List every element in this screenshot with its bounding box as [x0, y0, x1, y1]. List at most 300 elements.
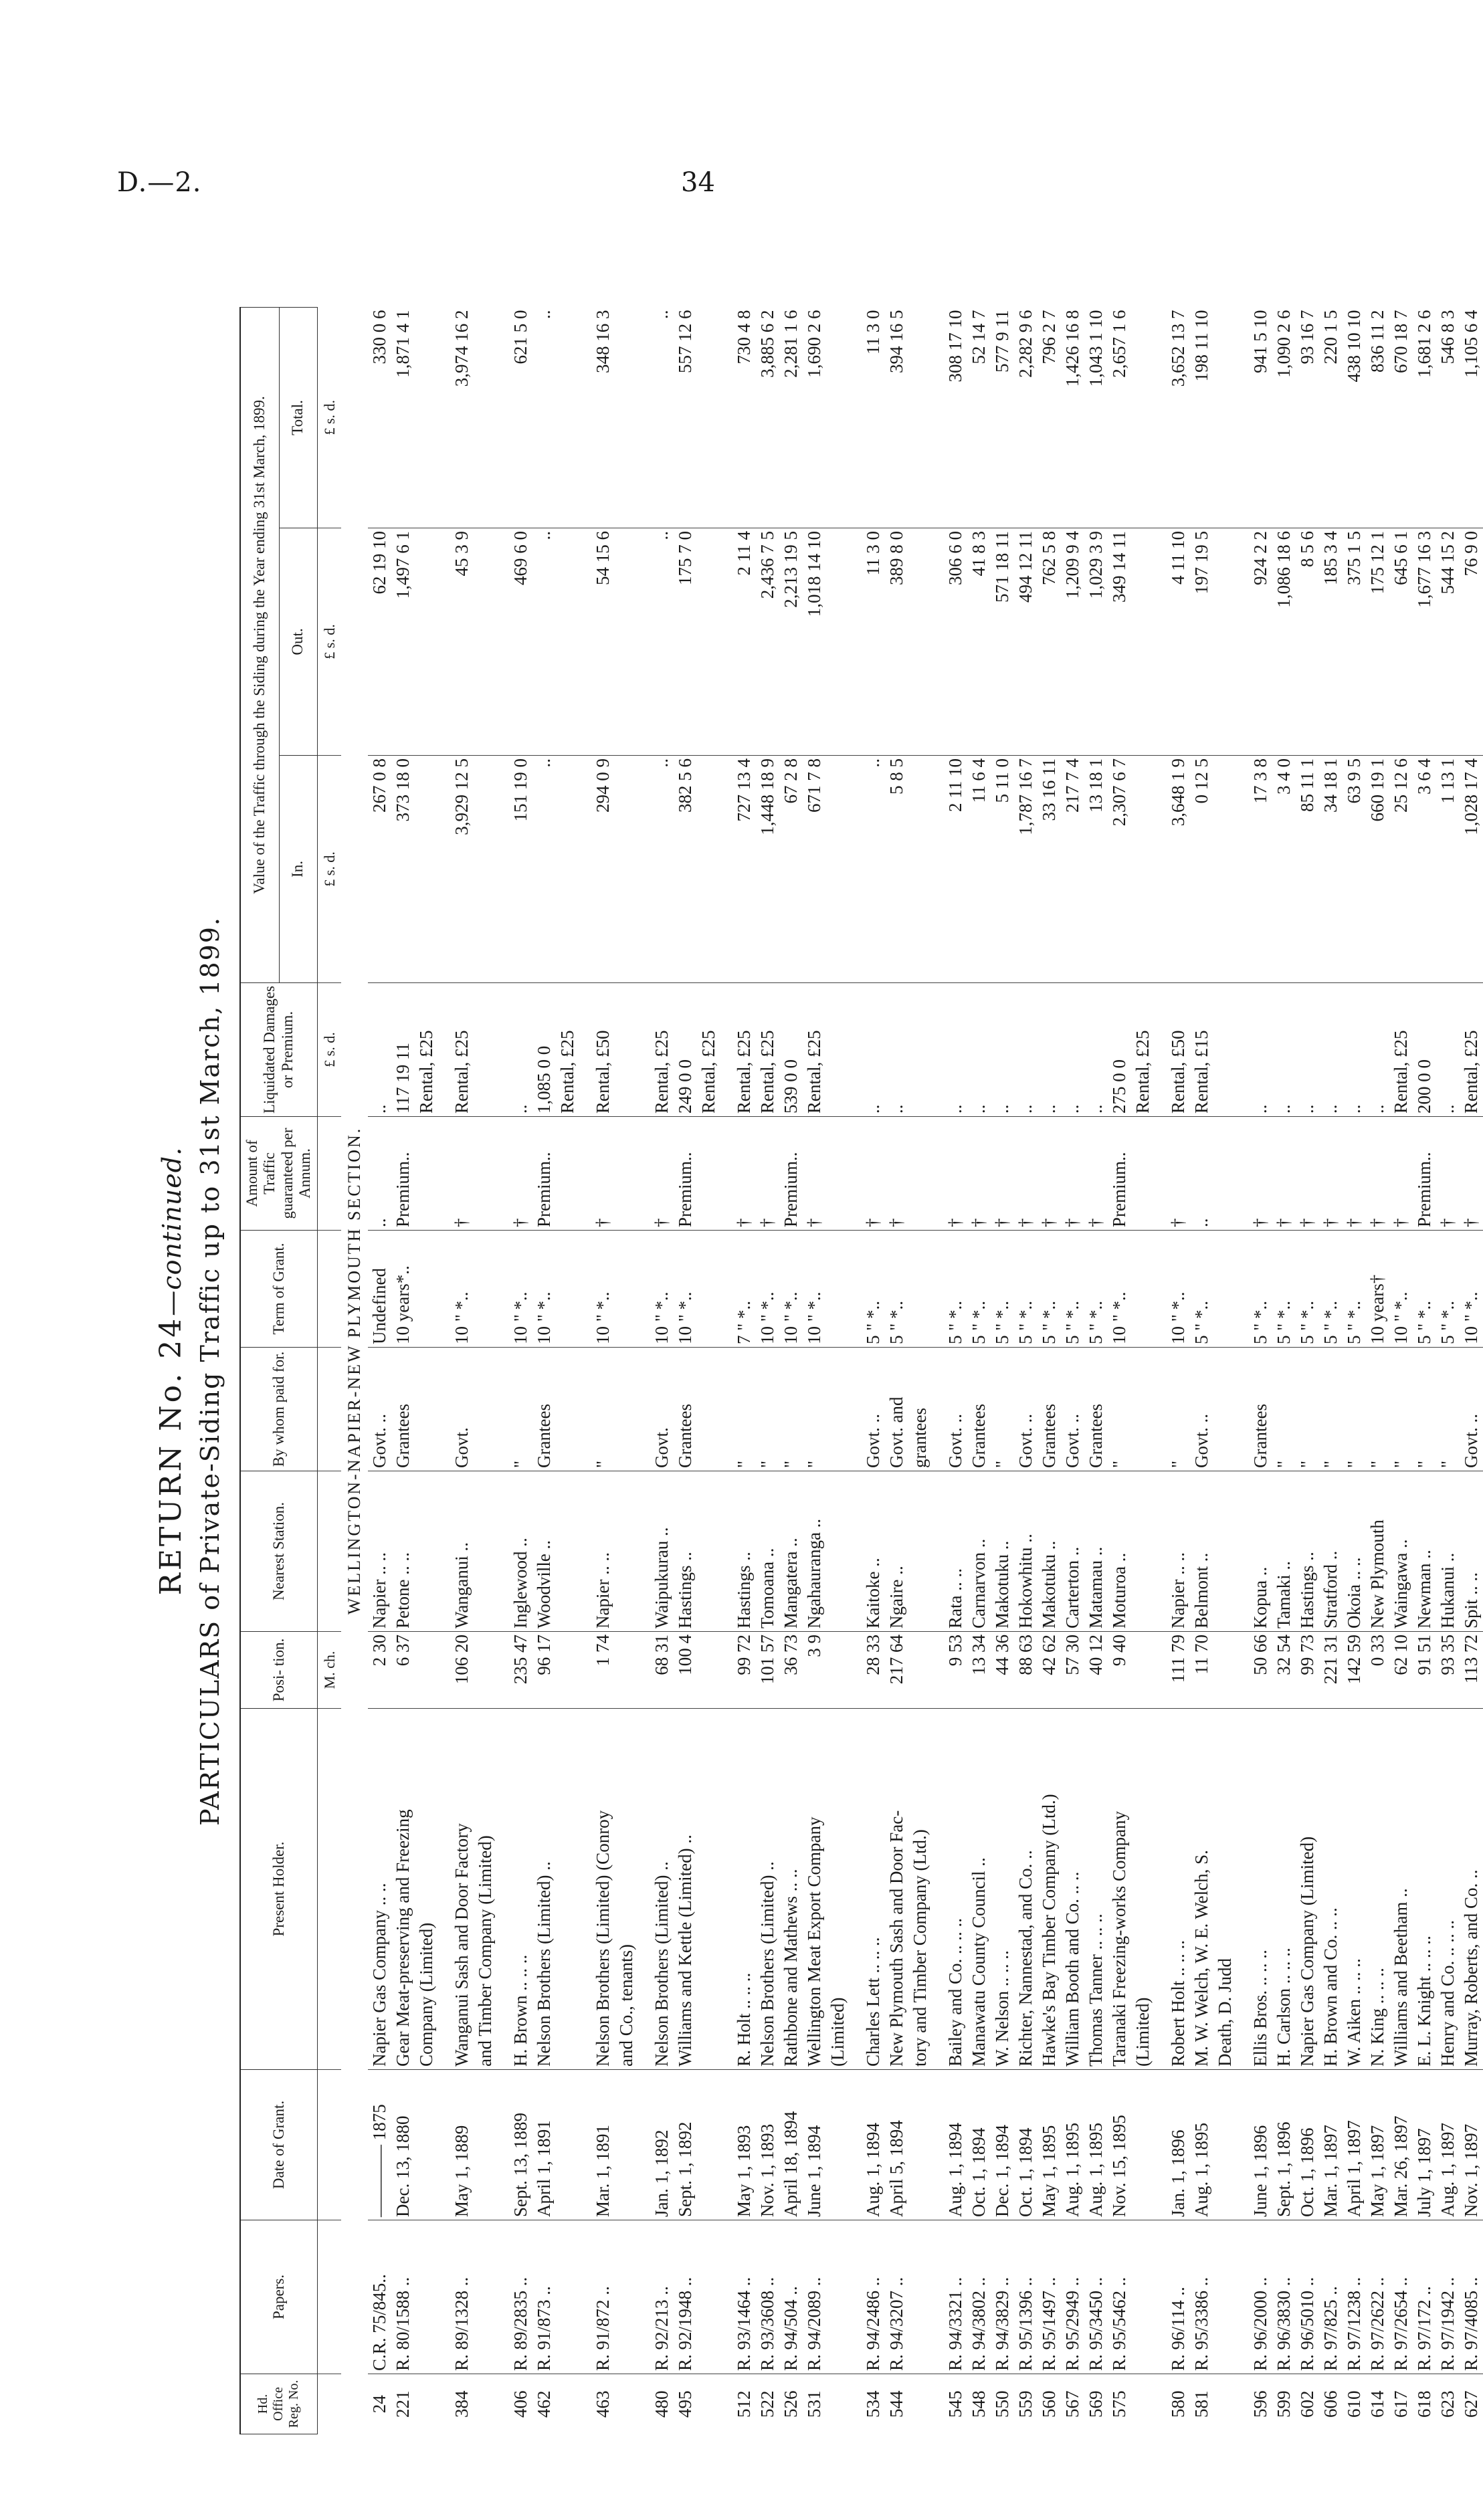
- cell-grant-date: [1131, 2070, 1155, 2220]
- table-row: [803, 307, 826, 2434]
- cell-position: 36 73: [779, 1632, 803, 1709]
- cell-liquidated-damages: Rental, £25: [803, 983, 826, 1117]
- cell-paid-by: Grantees: [391, 1348, 415, 1471]
- cell-amount-guaranteed: [826, 1117, 850, 1231]
- cell-papers: R. 96/3830 ..: [1272, 2220, 1296, 2374]
- col-amount: Amount of Traffic guaranteed per Annum.: [240, 1117, 317, 1231]
- cell-nearest-station: Hukanui ..: [1436, 1471, 1460, 1632]
- cell-value-in: 2,307 6 7: [1108, 756, 1131, 983]
- table-row: [532, 307, 556, 2434]
- cell-term: 10 " *..: [650, 1231, 674, 1348]
- cell-present-holder: Wanganui Sash and Door Factory: [450, 1709, 474, 2070]
- cell-paid-by: [556, 1348, 579, 1471]
- cell-value-in: 13 18 1: [1084, 756, 1108, 983]
- cell-nearest-station: Napier .. ..: [1167, 1471, 1190, 1632]
- cell-nearest-station: Okoia .. ..: [1343, 1471, 1366, 1632]
- cell-reg-no: 567: [1062, 2390, 1082, 2418]
- cell-reg-no: 512: [733, 2390, 754, 2418]
- cell-liquidated-damages: 539 0 0: [779, 983, 803, 1117]
- cell-paid-by: ": [1319, 1348, 1343, 1471]
- cell-value-in: 660 19 1: [1366, 756, 1389, 983]
- cell-value-in: [1131, 756, 1155, 983]
- cell-value-total: 796 2 7: [1037, 307, 1061, 528]
- money-unit: £ s. d.: [317, 307, 341, 528]
- cell-nearest-station: Hastings ..: [1296, 1471, 1319, 1632]
- cell-liquidated-damages: ..: [944, 983, 967, 1117]
- page-number: 34: [681, 167, 715, 198]
- cell-papers: [826, 2220, 850, 2374]
- cell-nearest-station: Hokowhitu ..: [1014, 1471, 1037, 1632]
- cell-grant-date: Sept. 1, 1896: [1272, 2070, 1296, 2220]
- table-row: [1131, 307, 1155, 2434]
- cell-grant-date: Aug. 1, 1894: [862, 2070, 885, 2220]
- cell-reg-no: 599: [1273, 2390, 1294, 2418]
- cell-grant-date: July 1, 1897: [1413, 2070, 1436, 2220]
- cell-value-in: 34 18 1: [1319, 756, 1343, 983]
- cell-amount-guaranteed: †: [967, 1117, 991, 1231]
- cell-present-holder: Gear Meat-preserving and Freezing: [391, 1709, 415, 2070]
- cell-amount-guaranteed: †: [450, 1117, 474, 1231]
- cell-nearest-station: Stratford ..: [1319, 1471, 1343, 1632]
- table-row: [779, 307, 803, 2434]
- cell-value-total: 330 0 6: [368, 307, 391, 528]
- cell-amount-guaranteed: †: [885, 1117, 908, 1231]
- cell-present-holder: Napier Gas Company (Limited): [1296, 1709, 1319, 2070]
- cell-amount-guaranteed: †: [1319, 1117, 1343, 1231]
- cell-position: 1 74: [591, 1632, 615, 1709]
- cell-present-holder: Company (Limited): [415, 1709, 438, 2070]
- cell-grant-date: May 1, 1897: [1366, 2070, 1389, 2220]
- cell-amount-guaranteed: †: [1037, 1117, 1061, 1231]
- cell-liquidated-damages: Rental, £15: [1190, 983, 1213, 1117]
- cell-present-holder: Napier Gas Company .. ..: [368, 1709, 391, 2070]
- cell-value-out: 571 18 11: [991, 528, 1014, 756]
- cell-term: 5 " *..: [1014, 1231, 1037, 1348]
- position-unit: M. ch.: [317, 1632, 341, 1709]
- cell-papers: R. 96/5010 ..: [1296, 2220, 1319, 2374]
- cell-term: 5 " *..: [862, 1231, 885, 1348]
- cell-paid-by: grantees: [908, 1348, 932, 1471]
- cell-value-total: 2,281 1 6: [779, 307, 803, 528]
- table-body: [317, 307, 1483, 2434]
- cell-term: Undefined: [368, 1231, 391, 1348]
- table-row: [1319, 307, 1343, 2434]
- cell-value-out: 1,029 3 9: [1084, 528, 1108, 756]
- cell-liquidated-damages: 200 0 0: [1413, 983, 1436, 1117]
- table-row: [1213, 307, 1237, 2434]
- cell-position: [1213, 1632, 1237, 1709]
- cell-paid-by: ": [1343, 1348, 1366, 1471]
- cell-value-total: 11 3 0: [862, 307, 885, 528]
- cell-nearest-station: Waingawa ..: [1389, 1471, 1413, 1632]
- cell-liquidated-damages: ..: [1436, 983, 1460, 1117]
- cell-papers: R. 97/2654 ..: [1389, 2220, 1413, 2374]
- col-station: Nearest Station.: [240, 1471, 317, 1632]
- cell-present-holder: Henry and Co. .. .. ..: [1436, 1709, 1460, 2070]
- cell-position: [826, 1632, 850, 1709]
- cell-nearest-station: Kaitoke ..: [862, 1471, 885, 1632]
- cell-nearest-station: Mangatera ..: [779, 1471, 803, 1632]
- table-row: [1084, 307, 1108, 2434]
- cell-paid-by: [826, 1348, 850, 1471]
- cell-value-out: 2 11 4: [732, 528, 756, 756]
- cell-term: 10 " *..: [803, 1231, 826, 1348]
- cell-term: 10 " *..: [532, 1231, 556, 1348]
- cell-position: 9 40: [1108, 1632, 1131, 1709]
- cell-liquidated-damages: Rental, £25: [756, 983, 779, 1117]
- cell-nearest-station: Rata .. ..: [944, 1471, 967, 1632]
- cell-nearest-station: Petone .. ..: [391, 1471, 415, 1632]
- cell-value-in: 3,929 12 5: [450, 756, 474, 983]
- cell-value-in: 1,448 18 9: [756, 756, 779, 983]
- cell-value-total: 198 11 10: [1190, 307, 1213, 528]
- cell-grant-date: June 1, 1894: [803, 2070, 826, 2220]
- cell-value-total: 93 16 7: [1296, 307, 1319, 528]
- cell-reg-no: 560: [1038, 2390, 1059, 2418]
- cell-value-out: 76 9 0: [1460, 528, 1483, 756]
- cell-reg-no: 531: [803, 2390, 824, 2418]
- cell-value-total: 941 5 10: [1249, 307, 1272, 528]
- cell-paid-by: ": [756, 1348, 779, 1471]
- cell-value-total: 1,105 6 4: [1460, 307, 1483, 528]
- cell-liquidated-damages: Rental, £50: [1167, 983, 1190, 1117]
- cell-papers: R. 95/5462 ..: [1108, 2220, 1131, 2374]
- cell-present-holder: Williams and Kettle (Limited) ..: [674, 1709, 697, 2070]
- cell-value-out: 645 6 1: [1389, 528, 1413, 756]
- cell-reg-no: 602: [1296, 2390, 1317, 2418]
- cell-paid-by: Grantees: [1037, 1348, 1061, 1471]
- cell-reg-no: [556, 2374, 579, 2434]
- cell-liquidated-damages: Rental, £25: [1389, 983, 1413, 1117]
- cell-reg-no: 534: [862, 2390, 883, 2418]
- cell-position: 11 70: [1190, 1632, 1213, 1709]
- cell-value-total: 52 14 7: [967, 307, 991, 528]
- cell-paid-by: ": [1272, 1348, 1296, 1471]
- cell-position: 57 30: [1061, 1632, 1084, 1709]
- cell-term: 5 " *..: [1061, 1231, 1084, 1348]
- col-total: Total.: [279, 307, 317, 528]
- cell-value-in: 63 9 5: [1343, 756, 1366, 983]
- cell-position: 40 12: [1084, 1632, 1108, 1709]
- cell-value-total: 670 18 7: [1389, 307, 1413, 528]
- cell-nearest-station: Tamaki ..: [1272, 1471, 1296, 1632]
- cell-amount-guaranteed: [908, 1117, 932, 1231]
- cell-reg-no: 221: [392, 2390, 413, 2418]
- table-row: [944, 307, 967, 2434]
- cell-position: 50 66: [1249, 1632, 1272, 1709]
- section-title: WELLINGTON-NAPIER-NEW PLYMOUTH SECTION.: [344, 1126, 364, 1615]
- cell-grant-date: Nov. 1, 1897: [1460, 2070, 1483, 2220]
- cell-amount-guaranteed: Premium..: [674, 1117, 697, 1231]
- cell-term: 5 " *..: [1272, 1231, 1296, 1348]
- cell-papers: R. 89/1328 ..: [450, 2220, 474, 2374]
- cell-value-in: 294 0 9: [591, 756, 615, 983]
- cell-value-total: 836 11 2: [1366, 307, 1389, 528]
- cell-value-in: ..: [650, 756, 674, 983]
- cell-papers: C.R. 75/845..: [368, 2220, 391, 2374]
- cell-amount-guaranteed: [415, 1117, 438, 1231]
- cell-position: 62 10: [1389, 1632, 1413, 1709]
- cell-amount-guaranteed: [474, 1117, 497, 1231]
- cell-grant-date: Sept. 1, 1892: [674, 2070, 697, 2220]
- table-row: [1014, 307, 1037, 2434]
- cell-value-total: 1,090 2 6: [1272, 307, 1296, 528]
- cell-papers: [415, 2220, 438, 2374]
- cell-amount-guaranteed: †: [1167, 1117, 1190, 1231]
- cell-liquidated-damages: [908, 983, 932, 1117]
- cell-value-in: 33 16 11: [1037, 756, 1061, 983]
- cell-value-out: 375 1 5: [1343, 528, 1366, 756]
- cell-value-total: 1,043 1 10: [1084, 307, 1108, 528]
- cell-term: 10 " *..: [509, 1231, 532, 1348]
- cell-value-total: 438 10 10: [1343, 307, 1366, 528]
- cell-amount-guaranteed: [556, 1117, 579, 1231]
- cell-paid-by: ": [1296, 1348, 1319, 1471]
- cell-paid-by: [615, 1348, 638, 1471]
- cell-amount-guaranteed: †: [732, 1117, 756, 1231]
- cell-value-total: 220 1 5: [1319, 307, 1343, 528]
- cell-term: 5 " *..: [967, 1231, 991, 1348]
- cell-nearest-station: [1131, 1471, 1155, 1632]
- cell-value-total: 577 9 11: [991, 307, 1014, 528]
- cell-amount-guaranteed: †: [591, 1117, 615, 1231]
- cell-value-in: [415, 756, 438, 983]
- cell-value-out: 4 11 10: [1167, 528, 1190, 756]
- cell-grant-date: Aug. 1, 1895: [1084, 2070, 1108, 2220]
- cell-value-in: [826, 756, 850, 983]
- cell-reg-no: 544: [886, 2390, 906, 2418]
- cell-value-total: 1,871 4 1: [391, 307, 415, 528]
- cell-position: 113 72: [1460, 1632, 1483, 1709]
- cell-present-holder: [697, 1709, 720, 2070]
- table-row: [591, 307, 615, 2434]
- cell-present-holder: (Limited): [1131, 1709, 1155, 2070]
- cell-reg-no: 581: [1191, 2390, 1211, 2418]
- cell-nearest-station: Hastings ..: [732, 1471, 756, 1632]
- cell-value-in: 3 6 4: [1413, 756, 1436, 983]
- cell-present-holder: Nelson Brothers (Limited) ..: [756, 1709, 779, 2070]
- cell-reg-no: [826, 2374, 850, 2434]
- table-row: [509, 307, 532, 2434]
- cell-paid-by: Govt. ..: [1190, 1348, 1213, 1471]
- cell-papers: [615, 2220, 638, 2374]
- cell-papers: [474, 2220, 497, 2374]
- cell-papers: R. 91/873 ..: [532, 2220, 556, 2374]
- cell-papers: R. 97/1238 ..: [1343, 2220, 1366, 2374]
- cell-value-in: 17 3 8: [1249, 756, 1272, 983]
- cell-value-in: 373 18 0: [391, 756, 415, 983]
- cell-present-holder: E. L. Knight .. .. ..: [1413, 1709, 1436, 2070]
- money-unit: £ s. d.: [317, 528, 341, 756]
- cell-value-total: 394 16 5: [885, 307, 908, 528]
- cell-liquidated-damages: 249 0 0: [674, 983, 697, 1117]
- cell-position: 101 57: [756, 1632, 779, 1709]
- cell-grant-date: Jan. 1, 1896: [1167, 2070, 1190, 2220]
- cell-position: [556, 1632, 579, 1709]
- cell-liquidated-damages: Rental, £25: [1131, 983, 1155, 1117]
- cell-present-holder: W. Nelson .. .. ..: [991, 1709, 1014, 2070]
- cell-present-holder: and Timber Company (Limited): [474, 1709, 497, 2070]
- cell-value-in: 11 6 4: [967, 756, 991, 983]
- cell-nearest-station: [615, 1471, 638, 1632]
- cell-value-out: 389 8 0: [885, 528, 908, 756]
- cell-position: 111 79: [1167, 1632, 1190, 1709]
- col-reg: Hd. Office Reg. No.: [240, 2374, 317, 2434]
- col-out: Out.: [279, 528, 317, 756]
- cell-present-holder: Wellington Meat Export Company: [803, 1709, 826, 2070]
- cell-value-in: ..: [862, 756, 885, 983]
- cell-liquidated-damages: ..: [1249, 983, 1272, 1117]
- cell-reg-no: 596: [1250, 2390, 1270, 2418]
- cell-amount-guaranteed: †: [1389, 1117, 1413, 1231]
- row-spacer: [497, 307, 509, 2434]
- cell-value-out: 762 5 8: [1037, 528, 1061, 756]
- cell-term: [474, 1231, 497, 1348]
- cell-grant-date: Nov. 15, 1895: [1108, 2070, 1131, 2220]
- table-row: [450, 307, 474, 2434]
- cell-nearest-station: Napier .. ..: [591, 1471, 615, 1632]
- cell-value-out: 924 2 2: [1249, 528, 1272, 756]
- cell-reg-no: 463: [592, 2390, 613, 2418]
- cell-paid-by: Govt. ..: [1460, 1348, 1483, 1471]
- cell-term: [1131, 1231, 1155, 1348]
- cell-present-holder: and Co., tenants): [615, 1709, 638, 2070]
- cell-present-holder: Robert Holt .. .. ..: [1167, 1709, 1190, 2070]
- cell-paid-by: Govt. ..: [944, 1348, 967, 1471]
- cell-value-out: 1,209 9 4: [1061, 528, 1084, 756]
- cell-amount-guaranteed: †: [756, 1117, 779, 1231]
- cell-papers: R. 94/3207 ..: [885, 2220, 908, 2374]
- cell-papers: R. 93/1464 ..: [732, 2220, 756, 2374]
- cell-nearest-station: Kopua ..: [1249, 1471, 1272, 1632]
- cell-papers: R. 97/2622 ..: [1366, 2220, 1389, 2374]
- table-row: [862, 307, 885, 2434]
- row-spacer: [850, 307, 862, 2434]
- cell-grant-date: Mar. 1, 1891: [591, 2070, 615, 2220]
- cell-amount-guaranteed: †: [1061, 1117, 1084, 1231]
- cell-value-out: 175 7 0: [674, 528, 697, 756]
- cell-paid-by: Grantees: [674, 1348, 697, 1471]
- cell-grant-date: [474, 2070, 497, 2220]
- cell-term: 5 " *..: [1296, 1231, 1319, 1348]
- cell-liquidated-damages: ..: [1343, 983, 1366, 1117]
- cell-amount-guaranteed: †: [1272, 1117, 1296, 1231]
- cell-value-out: 2,213 19 5: [779, 528, 803, 756]
- cell-liquidated-damages: ..: [1061, 983, 1084, 1117]
- col-holder: Present Holder.: [240, 1709, 317, 2070]
- table-row: [415, 307, 438, 2434]
- cell-nearest-station: [697, 1471, 720, 1632]
- cell-nearest-station: Ngaire ..: [885, 1471, 908, 1632]
- cell-papers: R. 92/213 ..: [650, 2220, 674, 2374]
- cell-position: [615, 1632, 638, 1709]
- cell-paid-by: Govt.: [450, 1348, 474, 1471]
- cell-paid-by: ": [1436, 1348, 1460, 1471]
- cell-grant-date: Oct. 1, 1896: [1296, 2070, 1319, 2220]
- cell-position: 0 33: [1366, 1632, 1389, 1709]
- cell-reg-no: 569: [1085, 2390, 1106, 2418]
- cell-amount-guaranteed: †: [1366, 1117, 1389, 1231]
- row-spacer: [1237, 307, 1249, 2434]
- table-row: [391, 307, 415, 2434]
- cell-paid-by: Govt.: [650, 1348, 674, 1471]
- cell-present-holder: Nelson Brothers (Limited) (Conroy: [591, 1709, 615, 2070]
- cell-value-in: [908, 756, 932, 983]
- cell-grant-date: Mar. 26, 1897: [1389, 2070, 1413, 2220]
- cell-present-holder: Charles Lett .. .. ..: [862, 1709, 885, 2070]
- table-row: [674, 307, 697, 2434]
- cell-term: [415, 1231, 438, 1348]
- cell-value-out: [908, 528, 932, 756]
- cell-value-total: 730 4 8: [732, 307, 756, 528]
- cell-position: 42 62: [1037, 1632, 1061, 1709]
- cell-term: 10 " *..: [756, 1231, 779, 1348]
- cell-value-in: 67 2 8: [779, 756, 803, 983]
- cell-value-out: [1131, 528, 1155, 756]
- cell-term: 10 " *..: [1108, 1231, 1131, 1348]
- cell-reg-no: 618: [1413, 2390, 1434, 2418]
- cell-paid-by: ": [1366, 1348, 1389, 1471]
- cell-amount-guaranteed: [1213, 1117, 1237, 1231]
- cell-reg-no: 623: [1437, 2390, 1458, 2418]
- cell-present-holder: [556, 1709, 579, 2070]
- cell-present-holder: Nelson Brothers (Limited) ..: [650, 1709, 674, 2070]
- cell-term: 10 " *..: [1389, 1231, 1413, 1348]
- cell-present-holder: Williams and Beetham ..: [1389, 1709, 1413, 2070]
- cell-term: [556, 1231, 579, 1348]
- cell-reg-no: [615, 2374, 638, 2434]
- cell-liquidated-damages: ..: [967, 983, 991, 1117]
- cell-value-in: 0 12 5: [1190, 756, 1213, 983]
- cell-value-out: [474, 528, 497, 756]
- cell-value-total: 348 16 3: [591, 307, 615, 528]
- cell-papers: R. 94/504 ..: [779, 2220, 803, 2374]
- cell-grant-date: Mar. 1, 1897: [1319, 2070, 1343, 2220]
- cell-value-in: [697, 756, 720, 983]
- cell-position: 91 51: [1413, 1632, 1436, 1709]
- cell-term: 10 " *..: [674, 1231, 697, 1348]
- cell-reg-no: 406: [510, 2390, 530, 2418]
- table-row: [1343, 307, 1366, 2434]
- cell-paid-by: ": [509, 1348, 532, 1471]
- table-row: [1436, 307, 1460, 2434]
- cell-papers: R. 80/1588 ..: [391, 2220, 415, 2374]
- cell-present-holder: tory and Timber Company (Ltd.): [908, 1709, 932, 2070]
- money-unit: £ s. d.: [317, 756, 341, 983]
- cell-value-total: [1131, 307, 1155, 528]
- cell-nearest-station: Carnarvon ..: [967, 1471, 991, 1632]
- cell-amount-guaranteed: Premium..: [779, 1117, 803, 1231]
- cell-value-total: 2,282 9 6: [1014, 307, 1037, 528]
- cell-liquidated-damages: Rental, £25: [556, 983, 579, 1117]
- cell-liquidated-damages: Rental, £25: [732, 983, 756, 1117]
- cell-paid-by: [415, 1348, 438, 1471]
- cell-value-total: [908, 307, 932, 528]
- cell-grant-date: Aug. 1, 1895: [1190, 2070, 1213, 2220]
- cell-papers: R. 97/4085 ..: [1460, 2220, 1483, 2374]
- cell-liquidated-damages: ..: [991, 983, 1014, 1117]
- cell-reg-no: 384: [451, 2390, 472, 2418]
- cell-position: 217 64: [885, 1632, 908, 1709]
- cell-reg-no: 606: [1320, 2390, 1341, 2418]
- cell-value-total: [697, 307, 720, 528]
- cell-liquidated-damages: [1213, 983, 1237, 1117]
- cell-reg-no: 462: [533, 2390, 554, 2418]
- cell-value-in: 85 11 1: [1296, 756, 1319, 983]
- cell-value-total: [474, 307, 497, 528]
- cell-grant-date: Nov. 1, 1893: [756, 2070, 779, 2220]
- cell-present-holder: (Limited): [826, 1709, 850, 2070]
